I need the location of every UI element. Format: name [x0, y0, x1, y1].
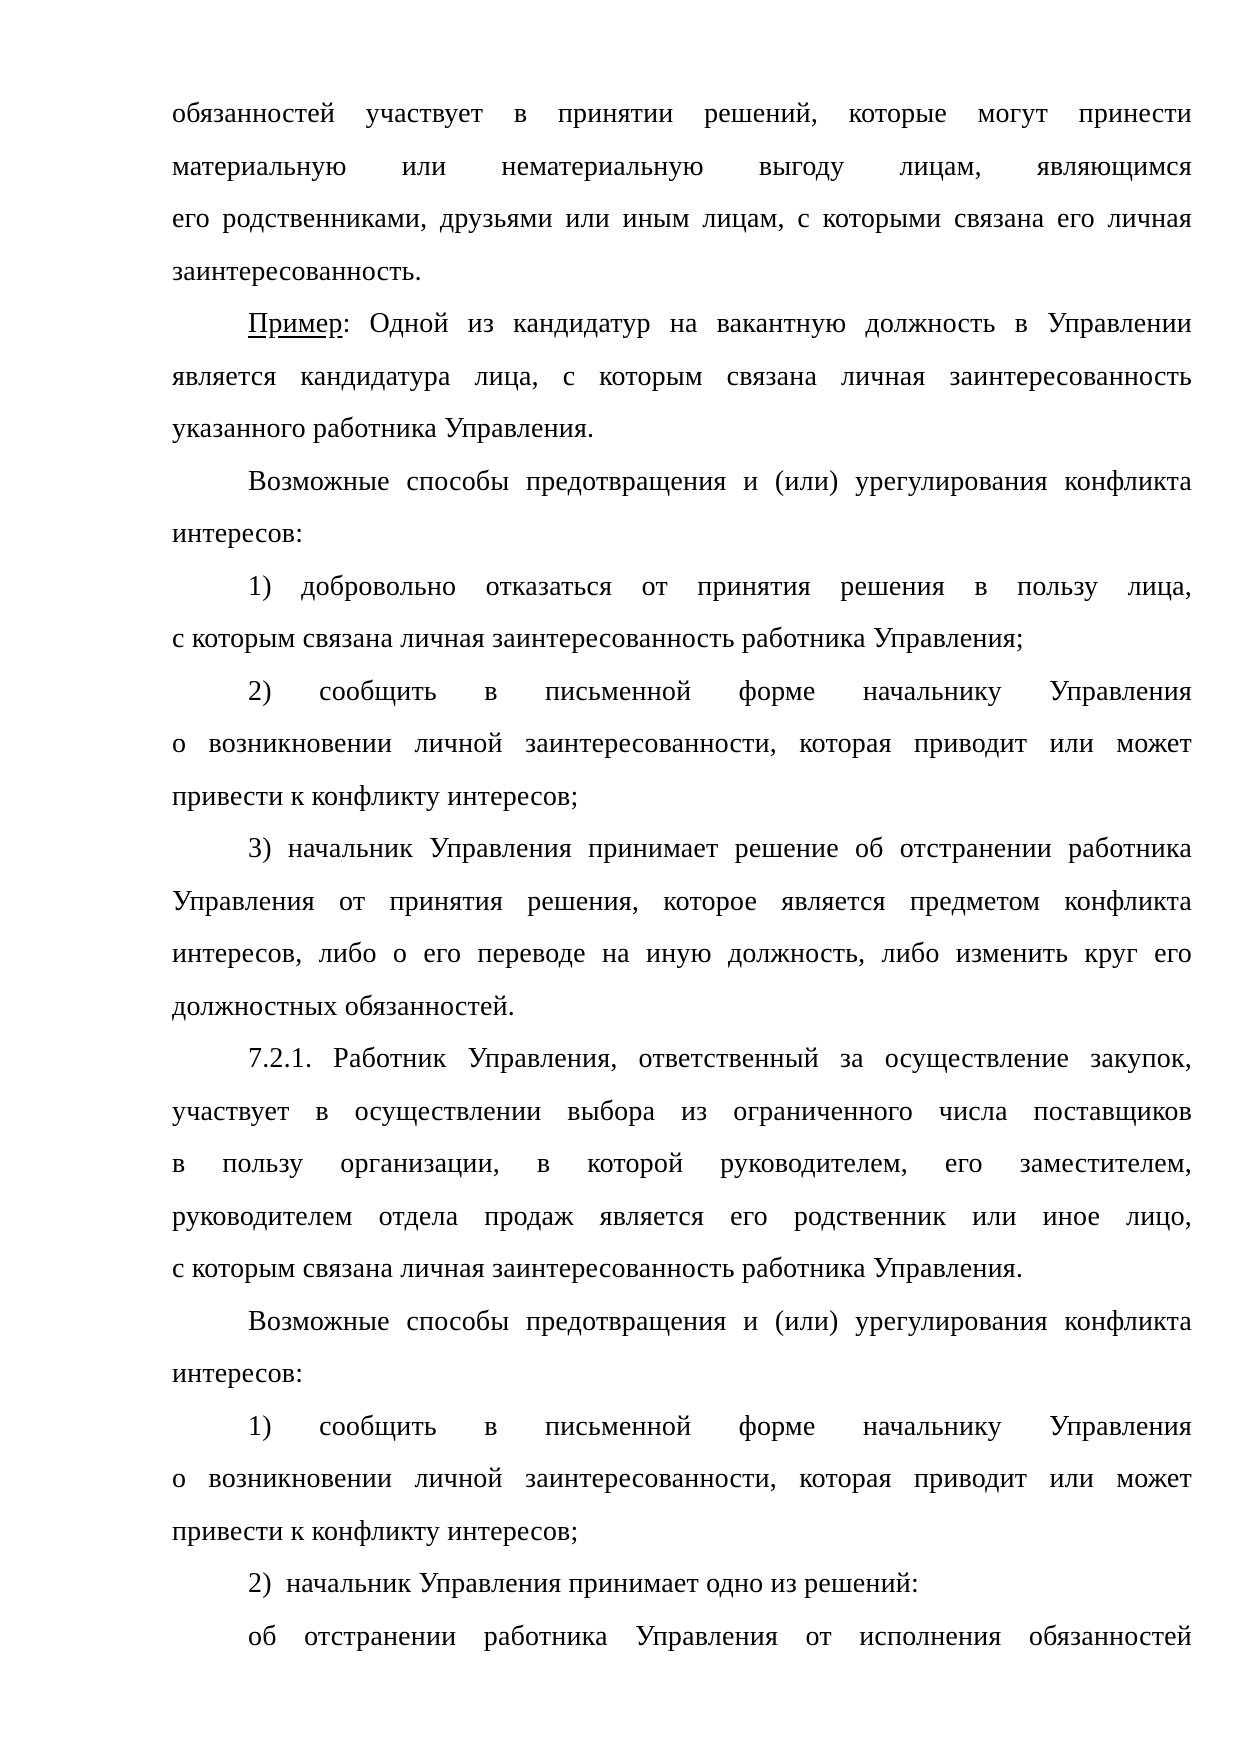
- text-line: руководителем отдела продаж является его родственник или иное лицо,: [172, 1200, 1192, 1232]
- text-line: в пользу организации, в которой руководителем, его заместителем,: [172, 1148, 1192, 1179]
- text-line: обязанностей участвует в принятии решений, которые могут принести: [172, 98, 1192, 129]
- example-text: : Одной из кандидатур на вакантную должность в Управлении: [342, 308, 1192, 339]
- text-line: привести к конфликту интересов;: [172, 780, 579, 812]
- text-line: об отстранении работника Управления от исполнения обязанностей: [248, 1620, 1192, 1652]
- text-line: заинтересованность.: [172, 255, 422, 287]
- text-line: с которым связана личная заинтересованность работника Управления;: [172, 623, 1024, 654]
- text-line: 2) начальник Управления принимает одно из решений:: [248, 1568, 919, 1599]
- text-line: с которым связана личная заинтересованность работника Управления.: [172, 1253, 1024, 1284]
- document-page: [172, 88, 1192, 1663]
- text-line: [172, 298, 1192, 351]
- text-line: интересов:: [172, 1358, 304, 1389]
- text-line: о возникновении личной заинтересованности, которая приводит или может: [172, 728, 1192, 759]
- text-line: материальную или нематериальную выгоду лицам, являющимся: [172, 150, 1192, 182]
- text-line: должностных обязанностей.: [172, 990, 515, 1022]
- text-line: интересов, либо о его переводе на иную должность, либо изменить круг его: [172, 938, 1192, 969]
- text-line: 1) добровольно отказаться от принятия решения в пользу лица,: [248, 570, 1192, 602]
- text-line: его родственниками, друзьями или иным лицам, с которыми связана его личная: [172, 203, 1192, 234]
- text-line: 3) начальник Управления принимает решение об отстранении работника: [248, 833, 1192, 864]
- text-line: Возможные способы предотвращения и (или) урегулирования конфликта: [248, 1305, 1192, 1337]
- text-line: 2) сообщить в письменной форме начальнику Управления: [248, 675, 1192, 707]
- text-line: 1) сообщить в письменной форме начальнику Управления: [248, 1410, 1192, 1442]
- text-line: о возникновении личной заинтересованности, которая приводит или может: [172, 1463, 1192, 1494]
- text-line: участвует в осуществлении выбора из ограниченного числа поставщиков: [172, 1095, 1192, 1127]
- text-line: является кандидатура лица, с которым связана личная заинтересованность: [172, 360, 1192, 392]
- text-line: интересов:: [172, 518, 304, 549]
- example-label: Пример: [248, 308, 343, 339]
- text-line: указанного работника Управления.: [172, 413, 595, 444]
- text-line: 7.2.1. Работник Управления, ответственный за осуществление закупок,: [248, 1043, 1192, 1074]
- text-line: привести к конфликту интересов;: [172, 1515, 579, 1547]
- text-line: Возможные способы предотвращения и (или) урегулирования конфликта: [248, 465, 1192, 497]
- text-line: Управления от принятия решения, которое является предметом конфликта: [172, 885, 1192, 917]
